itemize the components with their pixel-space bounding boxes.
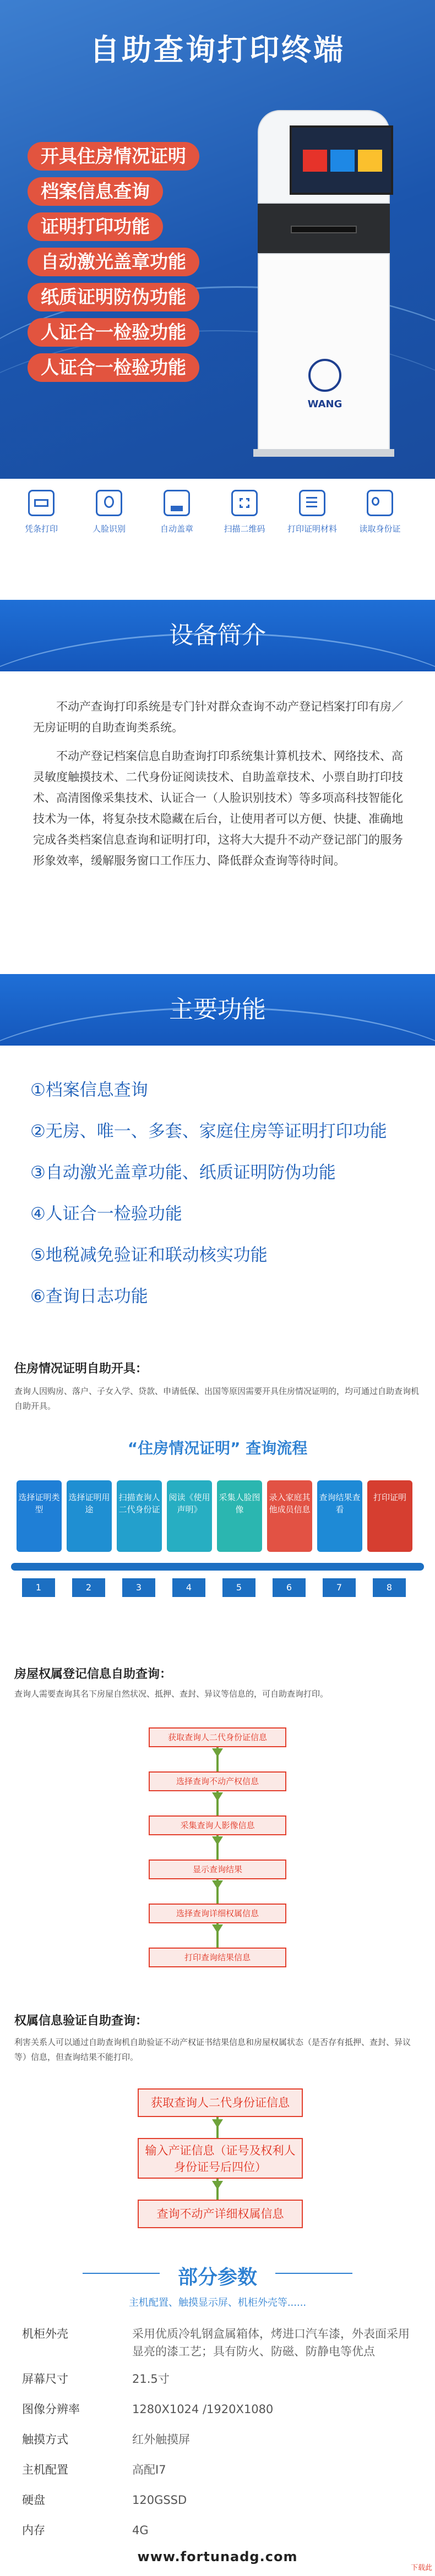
icon-item: [350, 490, 410, 534]
feature-item: ⑥查询日志功能: [30, 1287, 148, 1306]
flow-arrow-icon: [212, 1748, 223, 1757]
ownership-desc: 查询人需要查询其名下房屋自然状况、抵押、查封、异议等信息的，可自助查询打印。: [14, 1689, 329, 1699]
flow-step: 选择证明用途: [67, 1480, 112, 1552]
feature-pill: 纸质证明防伪功能: [28, 283, 199, 311]
icon-item: [214, 490, 275, 534]
kiosk-head: [258, 110, 390, 204]
flow-step: 打印证明: [367, 1480, 412, 1552]
feature-pill: 开具住房情况证明: [28, 142, 199, 171]
kiosk-base: [253, 449, 394, 457]
icon-label: 打印证明材料: [287, 524, 337, 534]
step-number: 1: [22, 1578, 55, 1597]
step-number: 6: [273, 1578, 306, 1597]
flow-step: 录入家庭其他成员信息: [267, 1480, 312, 1552]
heading-rule: [83, 2273, 160, 2274]
feature-item: ①档案信息查询: [30, 1080, 148, 1100]
document-print-icon: [299, 490, 325, 516]
flow-box: 显示查询结果: [149, 1859, 286, 1879]
flow-track: [11, 1563, 424, 1571]
flow-step: 阅读《使用声明》: [167, 1480, 212, 1552]
param-value: 1280X1024 /1920X1080: [132, 2403, 274, 2416]
intro-paragraph: 不动产登记档案信息自助查询打印系统集计算机技术、网络技术、高灵敏度触摸技术、二代身份证阅读技术、自助盖章技术、小票自助打印技术、高清图像采集技术、认证合一（人脸识别技术）等多项高科技智能化技术为一体，将复杂技术隐藏在后台，让使用者可以方便、快捷、准确地完成各类档案信息查询和证明打印，这将大大提升不动产登记部门的服务形象效率，缓解服务窗口工作压力、降低群众查询等待时间。: [33, 750, 403, 867]
flow-arrow-icon: [212, 2181, 223, 2190]
kiosk-screen: [290, 125, 393, 195]
housing-title: 住房情况证明自助开具：: [14, 1362, 148, 1376]
flow-box: 获取查询人二代身份证信息: [138, 2088, 303, 2117]
ownership-title: 房屋权属登记信息自助查询：: [14, 1667, 172, 1681]
param-value: 120GSSD: [132, 2493, 187, 2507]
face-id-icon: [96, 490, 122, 516]
param-key: 硬盘: [22, 2493, 45, 2507]
flow-box: 查询不动产详细权属信息: [138, 2200, 303, 2228]
kiosk-body: [258, 253, 390, 451]
hero-title: 自助查询打印终端: [90, 32, 345, 67]
printer-icon: [28, 490, 55, 516]
icon-label: 凭条打印: [24, 524, 58, 534]
housing-flow: [0, 1480, 435, 1623]
feature-item: ③自动激光盖章功能、纸质证明防伪功能: [30, 1163, 336, 1183]
flow-arrow-icon: [212, 1792, 223, 1801]
rights-desc: 利害关系人可以通过自助查询机自助验证不动产权证书结果信息和房屋权属状态（是否存有抵押、查封、异议等）信息，但查询结果不能打印。: [14, 2037, 411, 2062]
kiosk-printer: [258, 204, 390, 253]
flow-arrow-icon: [212, 1924, 223, 1933]
flow-step: 查询结果查看: [317, 1480, 362, 1552]
param-key: 触摸方式: [22, 2433, 68, 2446]
section-heading: 主要功能: [169, 996, 266, 1024]
kiosk-illustration: [241, 110, 406, 457]
flow-box: 输入产证信息（证号及权利人身份证号后四位）: [138, 2138, 303, 2179]
icon-item: [11, 490, 72, 534]
icon-label: 读取身份证: [359, 524, 401, 534]
param-key: 图像分辨率: [22, 2403, 80, 2416]
feature-item: ④人证合一检验功能: [30, 1204, 182, 1224]
feature-pill: 人证合一检验功能: [28, 318, 199, 347]
footer-url[interactable]: www.fortunadg.com: [137, 2549, 298, 2564]
id-card-icon: [367, 490, 393, 516]
flow-title: “住房情况证明” 查询流程: [127, 1439, 308, 1457]
flow-box: 选择查询详细权属信息: [149, 1904, 286, 1923]
rights-title: 权属信息验证自助查询：: [14, 2014, 148, 2028]
icon-item: [282, 490, 342, 534]
icon-label: 扫描二维码: [224, 524, 265, 534]
flow-step: 选择证明类型: [17, 1480, 62, 1552]
feature-pill: 自动激光盖章功能: [28, 248, 199, 276]
flow-arrow-icon: [212, 1880, 223, 1889]
step-number: 7: [323, 1578, 356, 1597]
kiosk-logo-icon: [308, 359, 341, 392]
params-heading: 部分参数: [177, 2266, 257, 2289]
icon-item: [79, 490, 139, 534]
heading-rule: [275, 2273, 352, 2274]
step-number: 4: [172, 1578, 205, 1597]
step-number: 2: [72, 1578, 105, 1597]
feature-pill: 证明打印功能: [28, 212, 163, 241]
flow-connector: [216, 1736, 219, 1956]
param-value: 4G: [132, 2524, 149, 2537]
rights-flow: [0, 2077, 435, 2243]
flow-box: 打印查询结果信息: [149, 1948, 286, 1967]
icon-item: [146, 490, 207, 534]
step-number: 3: [122, 1578, 155, 1597]
step-number: 8: [373, 1578, 406, 1597]
section-banner-features: [0, 974, 435, 1046]
param-value: 采用优质冷轧钢盒属箱体，烤进口汽车漆，外表面采用显亮的漆工艺；具有防火、防磁、防静电等优点: [132, 2327, 410, 2358]
param-value: 21.5寸: [132, 2372, 170, 2386]
param-key: 屏幕尺寸: [22, 2372, 68, 2386]
section-banner-intro: [0, 600, 435, 671]
flow-arrow-icon: [212, 1836, 223, 1845]
ownership-flow: [0, 1714, 435, 1978]
icon-label: 人脸识别: [92, 524, 126, 534]
kiosk-brand: WANG: [307, 398, 342, 410]
flow-step: 扫描查询人二代身份证: [117, 1480, 162, 1552]
housing-desc: 查询人因购房、落户、子女入学、贷款、申请低保、出国等原因需要开具住房情况证明的，均可通过自助查询机自助开具。: [14, 1386, 420, 1411]
section-heading: 设备简介: [169, 621, 266, 649]
flow-box: 采集查询人影像信息: [149, 1815, 286, 1835]
flow-arrow-icon: [212, 2119, 223, 2128]
param-key: 机柜外壳: [22, 2327, 68, 2340]
stamp-icon: [164, 490, 190, 516]
feature-item: ②无房、唯一、多套、家庭住房等证明打印功能: [30, 1122, 387, 1141]
feature-pill: 档案信息查询: [28, 177, 163, 206]
flow-box: 选择查询不动产权信息: [149, 1771, 286, 1791]
kiosk-slot: [291, 226, 357, 233]
param-key: 主机配置: [22, 2463, 68, 2476]
icon-label: 自动盖章: [160, 524, 193, 534]
feature-item: ⑤地税减免验证和联动核实功能: [30, 1245, 268, 1265]
function-icon-bar: [0, 479, 435, 550]
qr-scan-icon: [231, 490, 258, 516]
param-value: 高配I7: [132, 2463, 166, 2476]
step-number: 5: [222, 1578, 255, 1597]
download-corner-link[interactable]: 下载此: [410, 2564, 432, 2572]
flow-step: 采集人脸图像: [217, 1480, 262, 1552]
flow-box: 获取查询人二代身份证信息: [149, 1727, 286, 1747]
param-value: 红外触摸屏: [132, 2433, 190, 2446]
hero-banner: [0, 0, 435, 479]
feature-pill: 人证合一检验功能: [28, 353, 199, 382]
param-key: 内存: [22, 2524, 45, 2537]
params-subtitle: 主机配置、触摸显示屏、机柜外壳等......: [128, 2297, 307, 2309]
intro-paragraph: 不动产查询打印系统是专门针对群众查询不动产登记档案打印有房／无房证明的自助查询类系统。: [33, 700, 403, 734]
